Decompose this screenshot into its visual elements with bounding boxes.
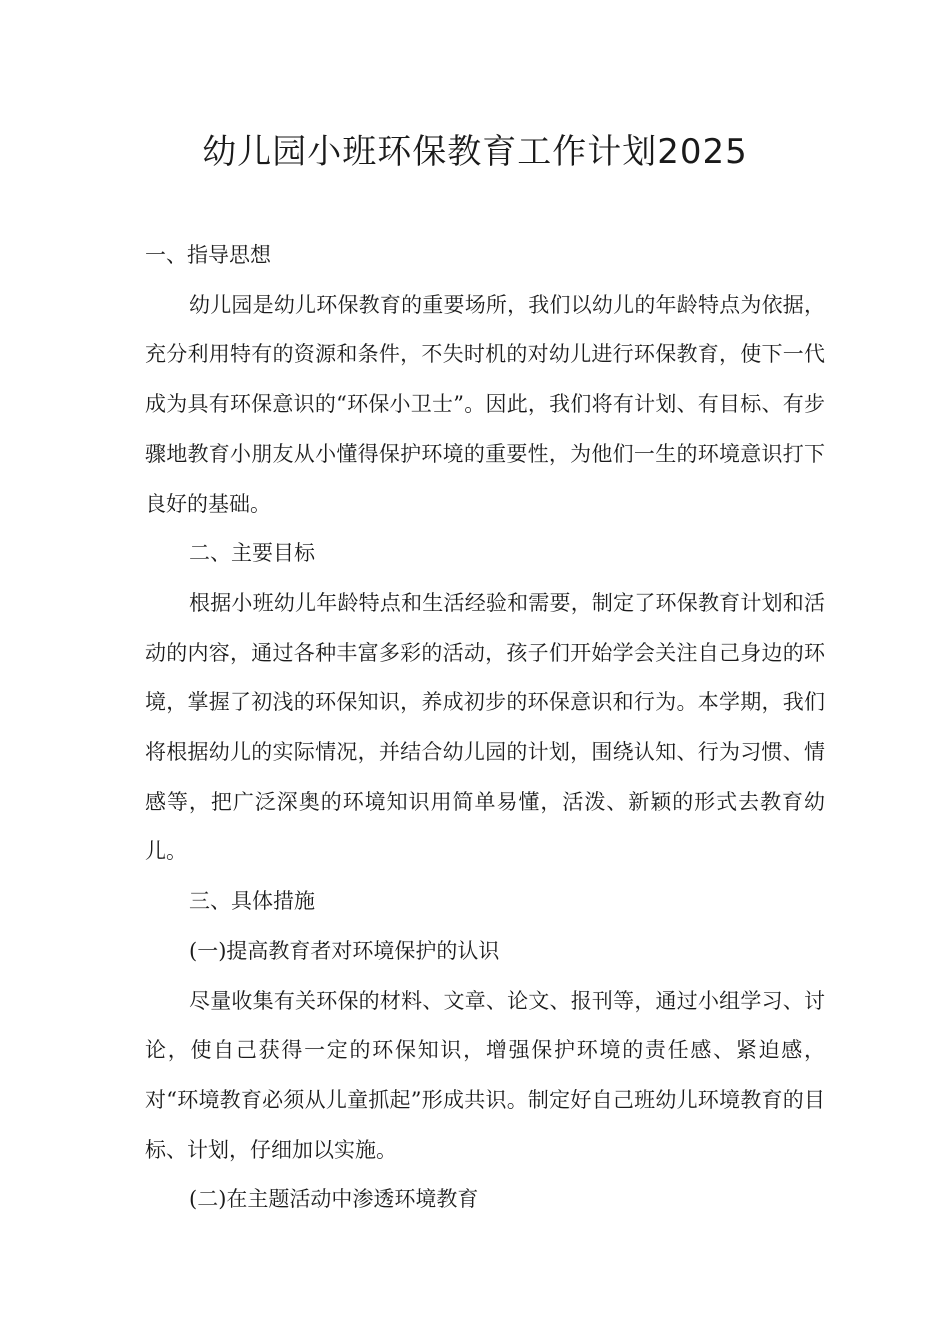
section-heading-specific-measures: 三、具体措施 <box>189 889 315 914</box>
subsection-heading-educator-awareness: (一)提高教育者对环境保护的认识 <box>189 938 500 963</box>
subsection-heading-theme-activities: (二)在主题活动中渗透环境教育 <box>189 1187 479 1212</box>
document-body <box>145 231 825 1225</box>
section-heading-main-goals: 二、主要目标 <box>189 541 315 566</box>
paragraph-main-goals: 根据小班幼儿年龄特点和生活经验和需要，制定了环保教育计划和活动的内容，通过各种丰富多彩的活动，孩子们开始学会关注自己身边的环境，掌握了初浅的环保知识，养成初步的环保意识和行为。本学期，我们将根据幼儿的实际情况，并结合幼儿园的计划，围绕认知、行为习惯、情感等，把广泛深奥的环境知识用简单易懂，活泼、新颖的形式去教育幼儿。 <box>145 590 825 864</box>
document-title: 幼儿园小班环保教育工作计划2025 <box>202 132 748 172</box>
paragraph-guiding-ideology: 幼儿园是幼儿环保教育的重要场所，我们以幼儿的年龄特点为依据，充分利用特有的资源和条件，不失时机的对幼儿进行环保教育，使下一代成为具有环保意识的“环保小卫士”。因此，我们将有计划、有目标、有步骤地教育小朋友从小懂得保护环境的重要性，为他们一生的环境意识打下良好的基础。 <box>145 292 825 516</box>
paragraph-educator-awareness: 尽量收集有关环保的材料、文章、论文、报刊等，通过小组学习、讨论，使自己获得一定的环保知识，增强保护环境的责任感、紧迫感，对“环境教育必须从儿童抓起”形成共识。制定好自己班幼儿环境教育的目标、计划，仔细加以实施。 <box>145 988 825 1162</box>
section-heading-guiding-ideology: 一、指导思想 <box>145 243 271 267</box>
